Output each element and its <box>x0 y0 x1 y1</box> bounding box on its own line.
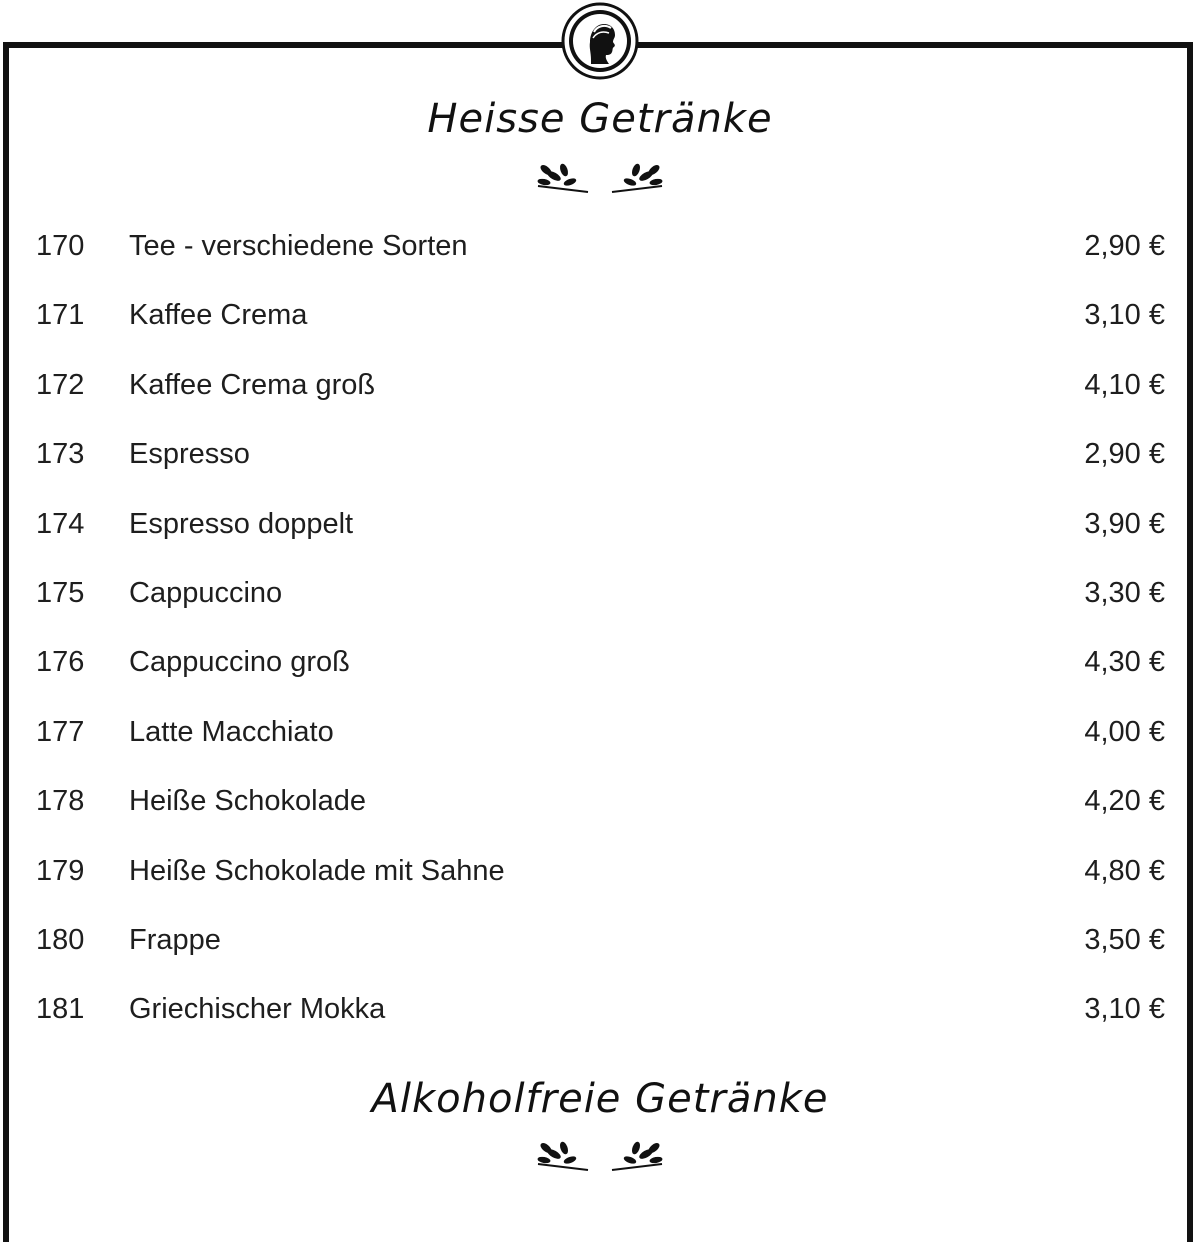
item-name: Espresso doppelt <box>129 507 354 540</box>
menu-item <box>0 561 1200 630</box>
item-number: 181 <box>36 993 85 1026</box>
item-name: Kaffee Crema groß <box>129 368 376 401</box>
item-name: Frappe <box>129 923 221 956</box>
item-name: Tee - verschiedene Sorten <box>129 230 468 262</box>
item-price: 3,50 € <box>1084 923 1165 956</box>
item-price: 4,20 € <box>1084 785 1165 818</box>
item-number: 173 <box>36 438 85 471</box>
menu-item <box>0 353 1200 422</box>
olive-branch-ornament-icon <box>530 156 670 196</box>
item-name: Cappuccino groß <box>129 646 350 679</box>
greek-goddess-medallion-icon <box>561 2 639 80</box>
menu-item <box>0 908 1200 977</box>
item-name: Cappuccino <box>129 576 283 609</box>
item-name: Heiße Schokolade mit Sahne <box>129 854 505 887</box>
item-name: Latte Macchiato <box>129 715 334 748</box>
menu-item <box>0 700 1200 769</box>
item-price: 4,10 € <box>1084 368 1165 401</box>
menu-item <box>0 769 1200 838</box>
item-number: 177 <box>36 715 85 748</box>
menu-item <box>0 630 1200 699</box>
menu-item <box>0 214 1200 283</box>
item-price: 4,00 € <box>1084 715 1165 748</box>
item-number: 172 <box>36 368 85 401</box>
item-price: 3,90 € <box>1084 507 1165 540</box>
olive-branch-ornament-icon <box>530 1134 670 1174</box>
item-name: Kaffee Crema <box>129 299 308 332</box>
item-price: 4,30 € <box>1084 646 1165 679</box>
item-number: 176 <box>36 646 85 679</box>
menu-item <box>0 977 1200 1046</box>
item-number: 178 <box>36 785 85 818</box>
item-price: 2,90 € <box>1084 438 1165 471</box>
item-price: 3,10 € <box>1084 993 1165 1026</box>
menu-item <box>0 839 1200 908</box>
menu-list-hot-drinks <box>0 214 1200 1047</box>
item-number: 175 <box>36 576 85 609</box>
item-price: 4,80 € <box>1084 854 1165 887</box>
item-number: 171 <box>36 299 85 332</box>
menu-item <box>0 422 1200 491</box>
item-price: 3,30 € <box>1084 576 1165 609</box>
menu-item <box>0 492 1200 561</box>
item-number: 179 <box>36 854 85 887</box>
item-number: 170 <box>36 230 85 262</box>
section-title-hot-drinks: Heisse Getränke <box>427 96 773 142</box>
item-number: 180 <box>36 923 85 956</box>
item-price: 2,90 € <box>1084 230 1165 262</box>
section-title-soft-drinks: Alkoholfreie Getränke <box>371 1076 829 1122</box>
item-price: 3,10 € <box>1084 299 1165 332</box>
menu-item <box>0 283 1200 352</box>
item-name: Griechischer Mokka <box>129 993 386 1026</box>
item-name: Heiße Schokolade <box>129 785 366 818</box>
item-number: 174 <box>36 507 85 540</box>
item-name: Espresso <box>129 438 250 471</box>
